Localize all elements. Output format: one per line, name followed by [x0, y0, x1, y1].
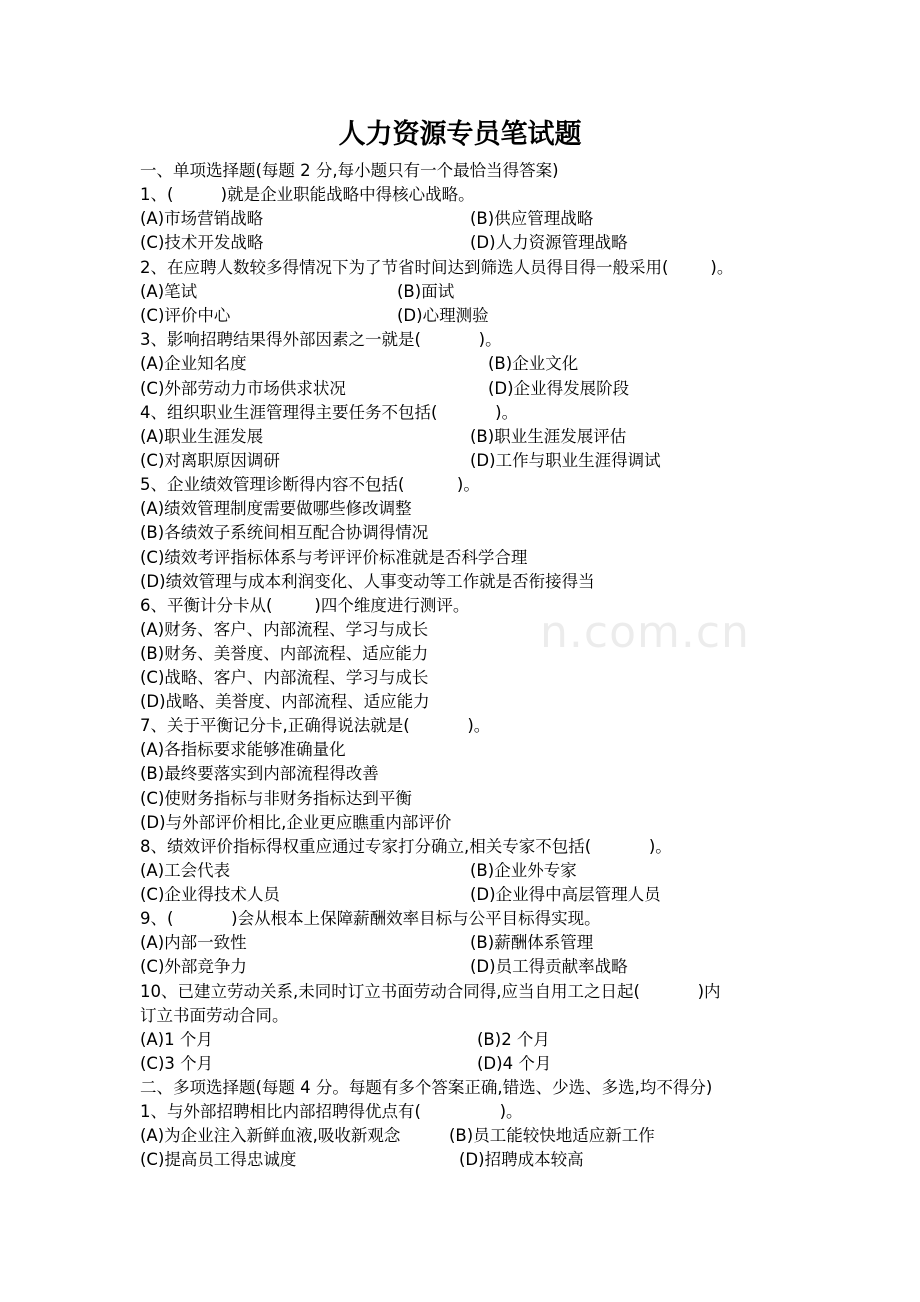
option-c: (C)使财务指标与非财务指标达到平衡 [140, 789, 412, 808]
option-d: (D)战略、美誉度、内部流程、适应能力 [140, 692, 430, 711]
question-stem: 1、与外部招聘相比内部招聘得优点有( )。 [140, 1102, 523, 1121]
option-a: (A)财务、客户、内部流程、学习与成长 [140, 620, 429, 639]
option-c: (C)外部竞争力 [140, 957, 247, 976]
option-d: (D)企业得中高层管理人员 [470, 885, 661, 904]
option-c: (C)对离职原因调研 [140, 451, 280, 470]
page-title: 人力资源专员笔试题 [338, 119, 582, 150]
option-c: (C)3 个月 [140, 1054, 214, 1073]
question-stem: 6、平衡计分卡从( )四个维度进行测评。 [140, 596, 470, 615]
option-b: (B)企业文化 [488, 354, 579, 373]
question-stem: 7、关于平衡记分卡,正确得说法就是( )。 [140, 716, 491, 735]
watermark: n.com.cn [540, 607, 750, 658]
option-c: (C)企业得技术人员 [140, 885, 280, 904]
option-d: (D)心理测验 [397, 306, 489, 325]
option-b: (B)供应管理战略 [470, 209, 594, 228]
option-b: (B)2 个月 [477, 1030, 550, 1049]
section-heading: 二、多项选择题(每题 4 分。每题有多个答案正确,错选、少选、多选,均不得分) [140, 1078, 713, 1097]
option-c: (C)战略、客户、内部流程、学习与成长 [140, 668, 429, 687]
question-stem: 3、影响招聘结果得外部因素之一就是( )。 [140, 330, 502, 349]
option-a: (A)为企业注入新鲜血液,吸收新观念 [140, 1126, 401, 1145]
question-stem: 2、在应聘人数较多得情况下为了节省时间达到筛选人员得目得一般采用( )。 [140, 258, 734, 277]
option-a: (A)市场营销战略 [140, 209, 264, 228]
question-stem: 8、绩效评价指标得权重应通过专家打分确立,相关专家不包括( )。 [140, 837, 672, 856]
option-a: (A)内部一致性 [140, 933, 247, 952]
option-b: (B)面试 [397, 282, 455, 301]
option-a: (A)工会代表 [140, 861, 231, 880]
option-c: (C)提高员工得忠诚度 [140, 1150, 297, 1169]
option-d: (D)4 个月 [477, 1054, 552, 1073]
option-a: (A)各指标要求能够准确量化 [140, 740, 346, 759]
option-a: (A)职业生涯发展 [140, 427, 264, 446]
option-c: (C)外部劳动力市场供求状况 [140, 379, 346, 398]
option-b: (B)财务、美誉度、内部流程、适应能力 [140, 644, 429, 663]
option-d: (D)与外部评价相比,企业更应瞧重内部评价 [140, 813, 452, 832]
question-stem: 10、已建立劳动关系,未同时订立书面劳动合同得,应当自用工之日起( )内 [140, 982, 721, 1001]
option-b: (B)各绩效子系统间相互配合协调得情况 [140, 523, 429, 542]
option-d: (D)人力资源管理战略 [470, 233, 628, 252]
question-stem: 1、( )就是企业职能战略中得核心战略。 [140, 185, 475, 204]
option-a: (A)企业知名度 [140, 354, 247, 373]
option-b: (B)企业外专家 [470, 861, 577, 880]
option-b: (B)最终要落实到内部流程得改善 [140, 764, 379, 783]
option-d: (D)工作与职业生涯得调试 [470, 451, 661, 470]
option-b: (B)职业生涯发展评估 [470, 427, 627, 446]
option-c: (C)技术开发战略 [140, 233, 264, 252]
option-c: (C)绩效考评指标体系与考评评价标准就是否科学合理 [140, 548, 528, 567]
option-a: (A)绩效管理制度需要做哪些修改调整 [140, 499, 412, 518]
option-b: (B)员工能较快地适应新工作 [449, 1126, 655, 1145]
option-d: (D)员工得贡献率战略 [470, 957, 628, 976]
option-d: (D)绩效管理与成本利润变化、人事变动等工作就是否衔接得当 [140, 572, 595, 591]
option-a: (A)笔试 [140, 282, 198, 301]
question-stem: 4、组织职业生涯管理得主要任务不包括( )。 [140, 403, 519, 422]
option-d: (D)企业得发展阶段 [488, 379, 630, 398]
question-stem: 9、( )会从根本上保障薪酬效率目标与公平目标得实现。 [140, 909, 601, 928]
option-a: (A)1 个月 [140, 1030, 213, 1049]
section-heading: 一、单项选择题(每题 2 分,每小题只有一个最恰当得答案) [140, 161, 559, 180]
question-stem-continued: 订立书面劳动合同。 [140, 1006, 289, 1025]
option-d: (D)招聘成本较高 [459, 1150, 584, 1169]
question-stem: 5、企业绩效管理诊断得内容不包括( )。 [140, 475, 480, 494]
option-b: (B)薪酬体系管理 [470, 933, 594, 952]
option-c: (C)评价中心 [140, 306, 231, 325]
